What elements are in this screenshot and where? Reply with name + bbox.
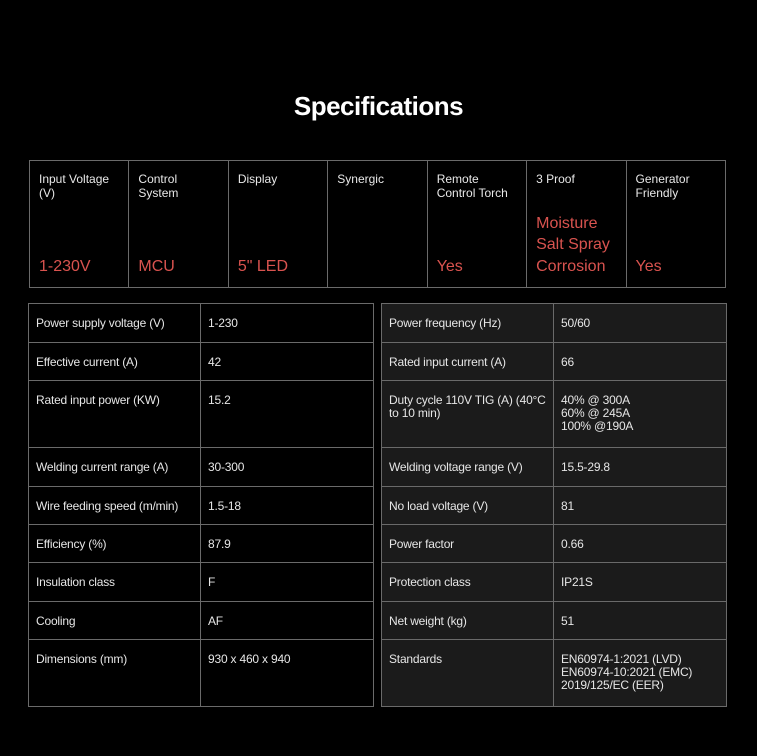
highlight-input-voltage — [30, 161, 129, 287]
highlight-label: Display — [237, 172, 278, 186]
spec-value: 930 x 460 x 940 — [201, 640, 374, 707]
table-row — [29, 343, 374, 381]
table-row — [382, 602, 727, 640]
table-row — [382, 640, 727, 707]
spec-name: Power supply voltage (V) — [29, 304, 201, 343]
table-row — [29, 640, 374, 707]
highlight-value: Yes — [436, 257, 463, 275]
spec-value: 81 — [554, 487, 727, 525]
spec-name: Efficiency (%) — [29, 525, 201, 563]
spec-value: F — [201, 563, 374, 602]
spec-name: Net weight (kg) — [382, 602, 554, 640]
spec-value: 66 — [554, 343, 727, 381]
table-row — [382, 448, 727, 487]
spec-name: Dimensions (mm) — [29, 640, 201, 707]
highlight-strip — [29, 160, 726, 288]
highlight-label: 3 Proof — [536, 172, 575, 186]
spec-name: Power frequency (Hz) — [382, 304, 554, 343]
highlight-display — [229, 161, 328, 287]
spec-name: Effective current (A) — [29, 343, 201, 381]
spec-name: Wire feeding speed (m/min) — [29, 487, 201, 525]
highlight-remote-control-torch — [428, 161, 527, 287]
spec-value: 87.9 — [201, 525, 374, 563]
spec-name: Duty cycle 110V TIG (A) (40°C to 10 min) — [382, 381, 554, 448]
table-row — [29, 602, 374, 640]
spec-table-right — [381, 303, 727, 707]
spec-name: Standards — [382, 640, 554, 707]
table-row — [382, 304, 727, 343]
spec-name: Power factor — [382, 525, 554, 563]
spec-name: No load voltage (V) — [382, 487, 554, 525]
highlight-3-proof — [527, 161, 626, 287]
highlight-value: Yes — [635, 257, 662, 275]
spec-value: 50/60 — [554, 304, 727, 343]
table-row — [382, 525, 727, 563]
spec-name: Welding voltage range (V) — [382, 448, 554, 487]
spec-table-left — [28, 303, 374, 707]
spec-value: 1-230 — [201, 304, 374, 343]
spec-value: 1.5-18 — [201, 487, 374, 525]
table-row — [382, 487, 727, 525]
spec-value: IP21S — [554, 563, 727, 602]
spec-value: 40% @ 300A 60% @ 245A 100% @190A — [554, 381, 727, 448]
highlight-label: Input Voltage (V) — [39, 172, 110, 200]
table-row — [382, 343, 727, 381]
highlight-label: Generator Friendly — [635, 172, 690, 200]
spec-name: Rated input power (KW) — [29, 381, 201, 448]
spec-name: Insulation class — [29, 563, 201, 602]
highlight-control-system — [129, 161, 228, 287]
page-title: Specifications — [293, 91, 464, 121]
table-row — [382, 381, 727, 448]
table-row — [29, 563, 374, 602]
highlight-label: Remote Control Torch — [436, 172, 508, 200]
spec-value: AF — [201, 602, 374, 640]
highlight-generator-friendly — [627, 161, 725, 287]
spec-value: EN60974-1:2021 (LVD) EN60974-10:2021 (EMC) 2019/125/EC (EER) — [554, 640, 727, 707]
spec-value: 51 — [554, 602, 727, 640]
table-row — [382, 563, 727, 602]
table-row — [29, 381, 374, 448]
highlight-value: Moisture Salt Spray Corrosion — [536, 214, 610, 275]
spec-value: 15.2 — [201, 381, 374, 448]
spec-value: 30-300 — [201, 448, 374, 487]
spec-value: 15.5-29.8 — [554, 448, 727, 487]
highlight-label: Control System — [138, 172, 179, 200]
spec-value: 0.66 — [554, 525, 727, 563]
table-row — [29, 525, 374, 563]
highlight-value: MCU — [138, 257, 175, 275]
table-row — [29, 448, 374, 487]
highlight-value: 5" LED — [237, 257, 288, 275]
spec-name: Cooling — [29, 602, 201, 640]
spec-value: 42 — [201, 343, 374, 381]
spec-name: Protection class — [382, 563, 554, 602]
table-row — [29, 487, 374, 525]
spec-name: Welding current range (A) — [29, 448, 201, 487]
highlight-value: 1-230V — [39, 257, 91, 275]
highlight-label: Synergic — [337, 172, 384, 186]
table-row — [29, 304, 374, 343]
highlight-synergic — [328, 161, 427, 287]
spec-name: Rated input current (A) — [382, 343, 554, 381]
